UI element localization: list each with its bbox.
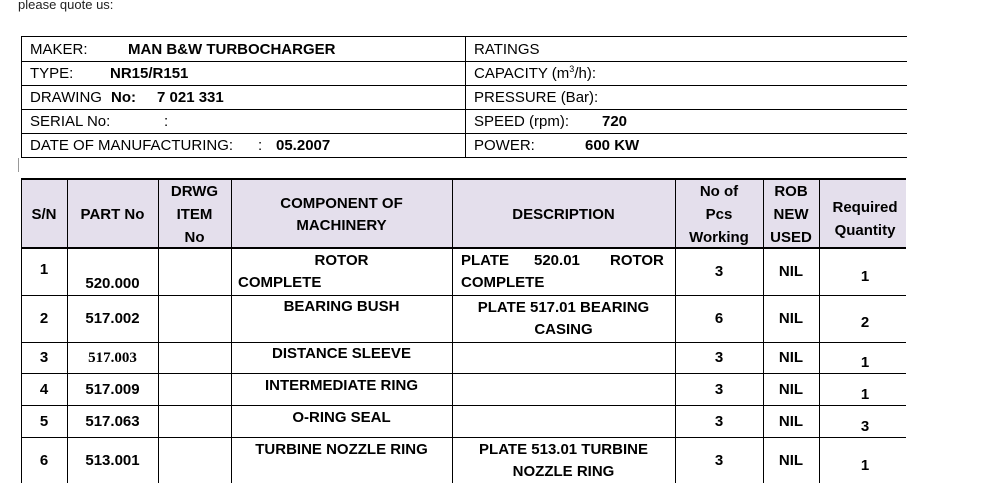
date-colon: :: [258, 137, 263, 154]
drawing-value: 7 021 331: [157, 89, 224, 106]
row-border: [21, 342, 906, 343]
intro-text: please quote us:: [18, 0, 114, 12]
cell-description-line1: PLATE 513.01 TURBINE: [479, 441, 648, 458]
cell-required: 1: [860, 457, 870, 474]
info-row-date: [22, 133, 907, 157]
cell-pcs: 3: [714, 452, 724, 469]
cell-sn: 6: [39, 452, 49, 469]
date-of-manufacturing-label: DATE OF MANUFACTURING:: [30, 137, 234, 154]
cell-sn: 3: [39, 349, 49, 366]
info-row-drawing: [22, 85, 907, 110]
cell-part-no: 517.002: [85, 310, 140, 327]
ratings-label: RATINGS: [474, 41, 540, 58]
cell-pcs: 3: [714, 349, 724, 366]
cell-sn: 4: [39, 381, 49, 398]
cell-rob: NIL: [778, 310, 804, 327]
drawing-label: DRAWING: [30, 89, 102, 106]
header-required-line2: Quantity: [834, 222, 896, 239]
cell-rob: NIL: [778, 452, 804, 469]
header-drwg-line2: ITEM: [176, 206, 213, 223]
header-pcs-line3: Working: [689, 229, 749, 246]
cell-component: ROTOR: [314, 252, 369, 269]
drawing-no-label: No:: [111, 89, 136, 106]
cell-description-part-c: ROTOR: [610, 252, 664, 269]
cell-rob: NIL: [778, 381, 804, 398]
row-border: [21, 373, 906, 374]
serial-label: SERIAL No:: [30, 113, 111, 130]
cell-part-no: 520.000: [85, 275, 140, 292]
header-required-line1: Required: [832, 199, 898, 216]
cell-part-no: 517.009: [85, 381, 140, 398]
equipment-info-block: [21, 36, 907, 158]
speed-label: SPEED (rpm):: [474, 113, 570, 130]
cell-pcs: 6: [714, 310, 724, 327]
cell-description-line2: COMPLETE: [461, 274, 545, 291]
parts-table: [21, 178, 906, 483]
cell-component: DISTANCE SLEEVE: [272, 345, 411, 362]
type-label: TYPE:: [30, 65, 74, 82]
cell-description-line2: NOZZLE RING: [512, 463, 615, 480]
serial-value: :: [164, 113, 169, 130]
row-border: [21, 437, 906, 438]
header-pcs-line1: No of: [699, 183, 739, 200]
maker-label: MAKER:: [30, 41, 88, 58]
power-value: 600 KW: [585, 137, 640, 154]
header-description: DESCRIPTION: [512, 206, 615, 223]
cell-required: 2: [860, 314, 870, 331]
cell-required: 1: [860, 386, 870, 403]
table-top-border: [21, 178, 906, 180]
speed-value: 720: [602, 113, 628, 130]
power-label: POWER:: [474, 137, 535, 154]
header-rob-line3: USED: [770, 229, 812, 246]
cell-description-line2: CASING: [534, 321, 593, 338]
cell-pcs: 3: [714, 413, 724, 430]
header-component-line2: MACHINERY: [296, 217, 387, 234]
text-cursor: [18, 158, 19, 172]
row-border: [21, 405, 906, 406]
cell-component: INTERMEDIATE RING: [264, 377, 419, 394]
cell-part-no: 517.063: [85, 413, 140, 430]
cell-pcs: 3: [714, 263, 724, 280]
header-drwg-line3: No: [184, 229, 205, 246]
cell-rob: NIL: [778, 263, 804, 280]
header-drwg-line1: DRWG: [170, 183, 219, 200]
cell-part-no: 517.003: [88, 350, 137, 366]
info-row-maker: [22, 37, 907, 62]
cell-component: TURBINE NOZZLE RING: [255, 441, 428, 458]
date-of-manufacturing-value: 05.2007: [276, 137, 331, 154]
cell-sn: 2: [39, 310, 49, 327]
pressure-label: PRESSURE (Bar):: [474, 89, 599, 106]
cell-required: 1: [860, 268, 870, 285]
header-rob-line1: ROB: [774, 183, 808, 200]
cell-component: O-RING SEAL: [292, 409, 391, 426]
cell-required: 3: [860, 418, 870, 435]
info-row-serial: [22, 109, 907, 134]
cell-description-line1: PLATE 517.01 BEARING: [477, 299, 650, 316]
cell-pcs: 3: [714, 381, 724, 398]
row-border: [21, 295, 906, 296]
cell-part-no: 513.001: [85, 452, 140, 469]
header-sn: S/N: [31, 206, 57, 223]
header-rob-line2: NEW: [773, 206, 809, 223]
header-part-no: PART No: [80, 206, 145, 223]
cell-sn: 5: [39, 413, 49, 430]
maker-value: MAN B&W TURBOCHARGER: [128, 41, 336, 58]
cell-sn: 1: [39, 261, 49, 278]
header-pcs-line2: Pcs: [705, 206, 733, 223]
cell-required: 1: [860, 354, 870, 371]
capacity-label: CAPACITY $(m^3/h)$:: [474, 64, 596, 82]
info-row-type: [22, 61, 907, 86]
type-value: NR15/R151: [110, 65, 189, 82]
cell-component: BEARING BUSH: [283, 298, 400, 315]
header-component-line1: COMPONENT OF: [280, 195, 403, 212]
cell-description-part-b: 520.01: [534, 252, 580, 269]
cell-rob: NIL: [778, 413, 804, 430]
cell-description-part-a: PLATE: [461, 252, 510, 269]
cell-component-line2: COMPLETE: [238, 274, 322, 291]
cell-rob: NIL: [778, 349, 804, 366]
